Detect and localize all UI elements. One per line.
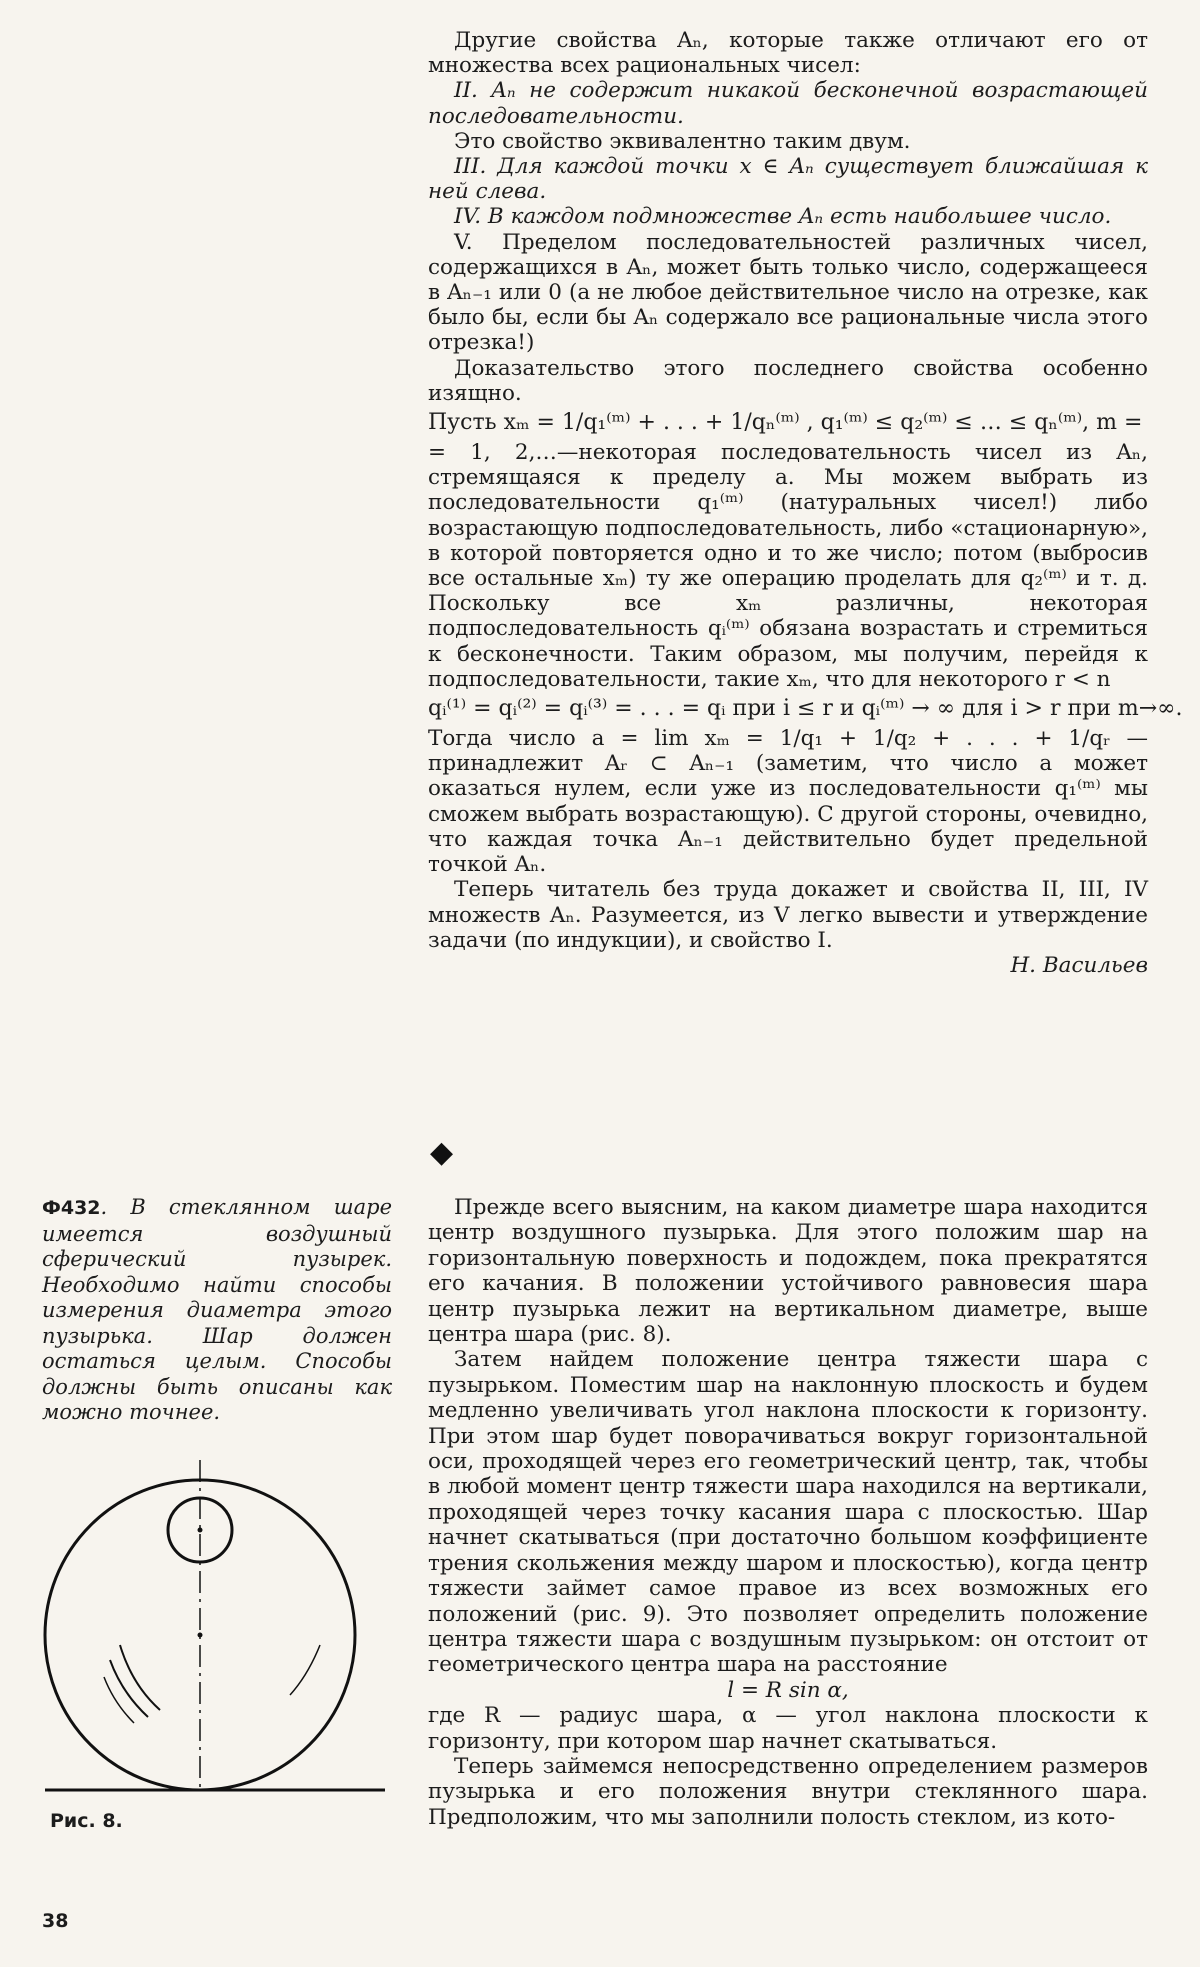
proof-conclusion: Тогда число a = lim xₘ = 1/q₁ + 1/q₂ + . . . + 1/qᵣ — принадлежит Aᵣ ⊂ Aₙ₋₁ (заметим, что число a может оказаться нулем, если уже из последовательности q₁⁽ᵐ⁾ мы сможем выбрать возрастающую). С другой стороны, очевидно, что каждая точка Aₙ₋₁ действительно будет предельной точкой Aₙ. (428, 726, 1148, 878)
formula-xm: Пусть xₘ = 1/q₁⁽ᵐ⁾ + . . . + 1/qₙ⁽ᵐ⁾ , q₁⁽ᵐ⁾ ≤ q₂⁽ᵐ⁾ ≤ … ≤ qₙ⁽ᵐ⁾, m = (428, 410, 1143, 436)
problem-text: . В стеклянном шаре имеется воздушный сферический пузырек. Необходимо найти способы измерения диаметра этого пузырька. Шар должен остаться целым. Способы должны быть описаны как можно точнее. (42, 1195, 392, 1424)
glare-line (120, 1645, 160, 1710)
sphere-center (198, 1633, 203, 1638)
article-top (428, 28, 1183, 978)
paragraph: Прежде всего выясним, на каком диаметре шара находится центр воздушного пузырька. Для этого положим шар на горизонтальную поверхность и подождем, пока прекратятся его качания. В положении устойчивого равновесия шара центр пузырька лежит на вертикальном диаметре, выше центра шара (рис. 8). (428, 1195, 1148, 1348)
problem-label: Ф432 (42, 1197, 101, 1219)
figure-caption: Рис. 8. (50, 1810, 123, 1832)
property-iv: IV. В каждом подмножестве Aₙ есть наибольшее число. (454, 204, 1112, 230)
formula-l: l = R sin α, (727, 1677, 849, 1703)
glare-line (290, 1645, 320, 1695)
property-v: V. Пределом последовательностей различных чисел, содержащихся в Aₙ, может быть только число, содержащееся в Aₙ₋₁ или 0 (а не любое действительное число на отрезке, как было бы, если бы Aₙ содержало все рациональные числа этого отрезка!) (428, 229, 1148, 356)
paragraph: Доказательство этого последнего свойства особенно изящно. (428, 355, 1148, 406)
paragraph: где R — радиус шара, α — угол наклона плоскости к горизонту, при котором шар начнет скатываться. (428, 1703, 1148, 1754)
bubble-center (198, 1528, 203, 1533)
author-signature: Н. Васильев (1010, 952, 1148, 978)
paragraph: Теперь займемся непосредственно определением размеров пузырька и его положения внутри стеклянного шара. Предположим, что мы заполнили полость стеклом, из кото- (428, 1753, 1148, 1830)
formula-q-limits: qᵢ⁽¹⁾ = qᵢ⁽²⁾ = qᵢ⁽³⁾ = . . . = qᵢ при i ≤ r и qᵢ⁽ᵐ⁾ → ∞ для i > r при m→∞. (428, 696, 1183, 722)
solution-text (428, 1195, 1148, 1830)
property-ii: II. Aₙ не содержит никакой бесконечной возрастающей последовательности. (428, 78, 1148, 129)
page-number: 38 (42, 1910, 69, 1932)
proof-paragraph: = 1, 2,…—некоторая последовательность чисел из Aₙ, стремящаяся к пределу a. Мы можем выбрать из последовательности q₁⁽ᵐ⁾ (натуральных чисел!) либо возрастающую подпоследовательность, либо «стационарную», в которой повторяется одно и то же число; потом (выбросив все остальные xₘ) ту же операцию проделать для q₂⁽ᵐ⁾ и т. д. Поскольку все xₘ различны, некоторая подпоследовательность qᵢ⁽ᵐ⁾ обязана возрастать и стремиться к бесконечности. Таким образом, мы получим, перейдя к подпоследовательности, такие xₘ, что для некоторого r < n (428, 440, 1148, 692)
figure-sphere-with-bubble (40, 1445, 400, 1795)
paragraph: Другие свойства Aₙ, которые также отличают его от множества всех рациональных чисел: (428, 28, 1148, 79)
paragraph: Это свойство эквивалентно таким двум. (454, 128, 911, 154)
glare-line (104, 1677, 134, 1723)
paragraph: Затем найдем положение центра тяжести шара с пузырьком. Поместим шар на наклонную плоскость и будем медленно увеличивать угол наклона плоскости к горизонту. При этом шар будет поворачиваться вокруг горизонтальной оси, проходящей через его геометрический центр, так, чтобы в любой момент центр тяжести шара находился на вертикали, проходящей через точку касания шара с плоскостью. Шар начнет скатываться (при достаточно большом коэффициенте трения скольжения между шаром и плоскостью), когда центр тяжести займет самое правое из всех возможных его положений (рис. 9). Это позволяет определить положение центра тяжести шара с воздушным пузырьком: он отстоит от геометрического центра шара на расстояние (428, 1347, 1148, 1678)
problem-statement (42, 1195, 392, 1426)
diamond-separator-icon: ◆ (430, 1135, 454, 1170)
property-iii: III. Для каждой точки x ∈ Aₙ существует ближайшая к ней слева. (428, 154, 1148, 205)
paragraph: Теперь читатель без труда докажет и свойства II, III, IV множеств Aₙ. Разумеется, из V легко вывести и утверждение задачи (по индукции), и свойство I. (428, 877, 1148, 953)
